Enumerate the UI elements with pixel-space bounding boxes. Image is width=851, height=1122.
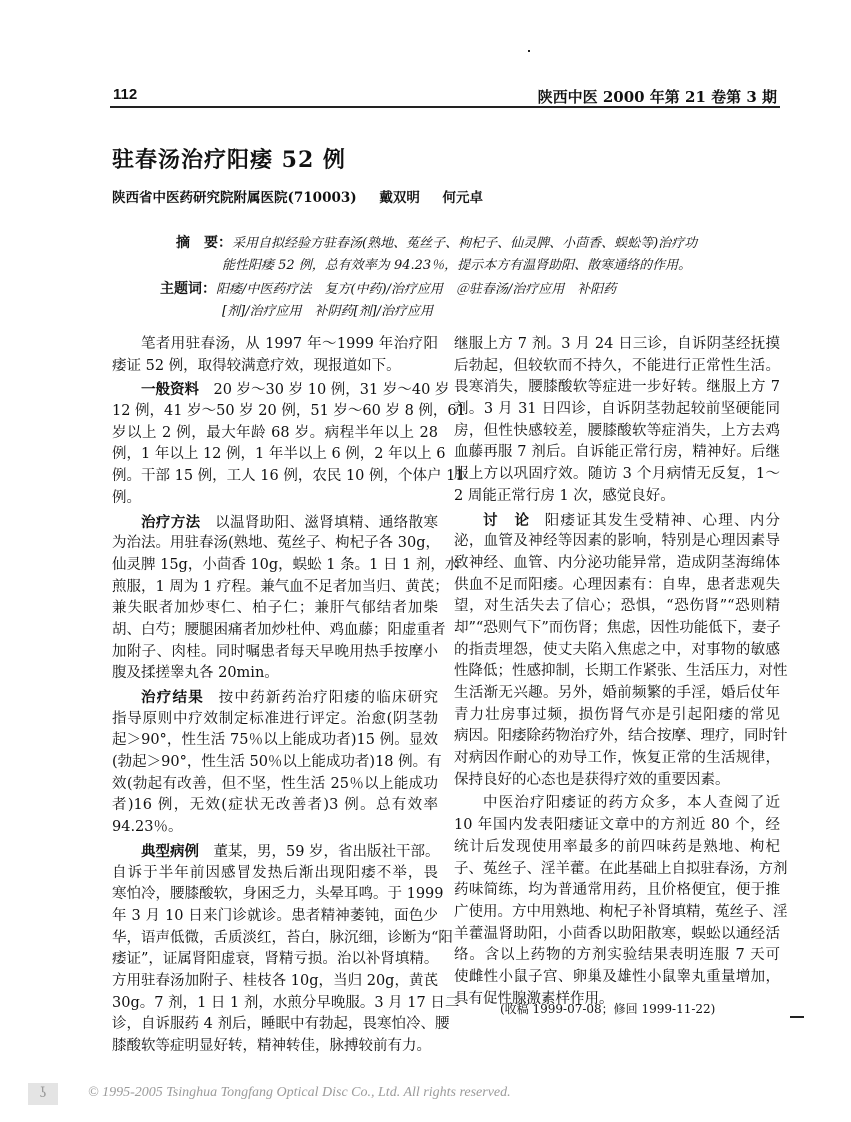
keywords-line: [160, 278, 616, 298]
line-text: 岁以上 2 例，最大年龄 68 岁。病程半年以上 28: [112, 424, 438, 441]
keywords-text: [剂]/治疗应用 补阴药[剂]/治疗应用: [222, 304, 434, 319]
line-text: 阳痿证其发生受精神、心理、内分: [544, 512, 781, 529]
abstract-text: 能性阳痿 52 例，总有效率为 94.23％，提示本方有温肾助阳、散寒通络的作用。: [222, 258, 692, 273]
line-text: 30g。7 剂，1 日 1 剂，水煎分早晚服。3 月 17 日二: [112, 994, 460, 1011]
line-text: 青力壮房事过频，损伤肾气亦是引起阳痿的常见: [454, 706, 780, 723]
publisher-logo-icon: ʖ: [28, 1083, 58, 1105]
line-text: 服上方以巩固疗效。随访 3 个月病情无反复，1～: [454, 466, 780, 483]
text-line: [454, 967, 780, 989]
text-line: [112, 642, 438, 664]
line-text: 笔者用驻春汤，从 1997 年～1999 年治疗阳: [141, 336, 438, 352]
text-line: [112, 906, 438, 928]
paragraph: [112, 687, 442, 839]
text-line: [454, 618, 780, 640]
abstract-text: 采用自拟经验方驻春汤(熟地、菟丝子、枸杞子、仙灵脾、小茴香、蜈蚣等)治疗功: [232, 236, 698, 251]
line-text: 按中药新药治疗阳痿的临床研究: [218, 690, 439, 706]
header-rule: [110, 106, 780, 108]
line-text: 保持良好的心态也是获得疗效的重要因素。: [454, 771, 730, 788]
line-text: 的指责埋怨，使丈夫陷入焦虑之中，对事物的敏感: [454, 641, 780, 658]
line-text: 统计后发现使用率最多的前四味药是熟地、枸杞: [454, 838, 780, 855]
line-text: 致神经、血管、内分泌功能异常，造成阴茎海绵体: [454, 554, 780, 571]
line-text: 络。含以上药物的方剂实验结果表明连服 7 天可: [454, 947, 780, 964]
line-text: 者)16 例，无效(症状无改善者)3 例。总有效率: [112, 797, 438, 814]
text-line: [454, 945, 780, 967]
text-line: [112, 620, 446, 642]
line-text: (勃起＞90°，性生活 50％以上能成功者)18 例。有: [112, 754, 442, 771]
text-line: [112, 774, 438, 796]
line-text: 腹及揉搓睾丸各 20min。: [112, 665, 279, 682]
text-line: [454, 661, 788, 683]
copyright-footer: © 1995-2005 Tsinghua Tongfang Optical Disc Co., Ltd. All rights reserved.: [88, 1085, 511, 1100]
section-heading: 治疗方法: [141, 513, 201, 531]
text-line: [112, 555, 460, 577]
line-text: 方用驻春汤加附子、桂枝各 10g，当归 20g，黄芪: [112, 972, 438, 989]
journal-issue: 陕西中医 2000 年第 21 卷第 3 期: [537, 88, 777, 106]
text-line: [454, 553, 780, 575]
text-line: [112, 598, 438, 620]
text-line: [112, 884, 444, 906]
text-line: [112, 356, 438, 378]
line-text: 效(勃起有改善，但不坚，性生活 25％以上能成功: [112, 775, 438, 792]
paragraph: [112, 334, 438, 377]
paragraph: [454, 334, 780, 508]
text-line: [454, 531, 780, 553]
text-line: [112, 687, 438, 709]
text-line: [112, 379, 450, 401]
text-line: [454, 815, 780, 837]
text-line: [112, 1014, 450, 1036]
text-line: [112, 817, 438, 839]
line-text: 痿证 52 例，取得较满意疗效，现报道如下。: [112, 357, 401, 374]
line-text: 痿证”，证属肾阳虚衰，肾精亏损。治以补肾填精。: [112, 951, 439, 968]
text-line: [112, 863, 438, 885]
text-line: [112, 795, 438, 817]
text-line: [454, 880, 780, 902]
text-line: [454, 377, 780, 399]
left-column: [112, 334, 466, 1060]
line-text: 例，1 年以上 12 例，1 年半以上 6 例，2 年以上 6: [112, 446, 446, 463]
text-line: [454, 575, 780, 597]
text-line: [112, 709, 438, 731]
line-text: 性降低；性感抑制，长期工作紧张、生活压力，对性: [454, 663, 788, 680]
line-text: 为治法。用驻春汤(熟地、菟丝子、枸杞子各 30g，: [112, 535, 440, 552]
paragraph: [112, 512, 460, 686]
line-text: 望，对生活失去了信心；恐惧，“恐伤肾”“恐则精: [454, 598, 780, 615]
line-text: 广使用。方中用熟地、枸杞子补肾填精，菟丝子、淫: [454, 903, 788, 920]
text-line: [112, 971, 438, 993]
text-line: [454, 683, 780, 705]
text-line: [454, 399, 780, 421]
text-line: [112, 401, 466, 423]
text-line: [112, 663, 438, 685]
text-line: [112, 512, 438, 534]
author: 戴双明: [379, 190, 420, 206]
line-text: 生活渐无兴趣。另外，婚前频繁的手淫，婚后仗年: [454, 685, 780, 701]
line-text: 剂。3 月 31 日四诊，自诉阴茎勃起较前坚硬能同: [454, 401, 780, 418]
text-line: [112, 466, 465, 488]
right-column: [454, 334, 788, 1012]
text-line: [112, 334, 438, 356]
text-line: [454, 421, 780, 443]
line-text: 泌，血管及神经等因素的影响，特别是心理因素导: [454, 533, 780, 550]
line-text: 煎服，1 周为 1 疗程。兼气血不足者加当归、黄芪；: [112, 578, 449, 595]
text-line: [454, 726, 788, 748]
author: 何元卓: [442, 190, 484, 206]
text-line: [112, 841, 438, 863]
paragraph: [454, 510, 788, 792]
line-text: 使雌性小鼠子宫、卵巢及雄性小鼠睾丸重量增加，: [454, 968, 780, 985]
line-text: 起＞90°，性生活 75％以上能成功者)15 例。显效: [112, 732, 438, 749]
line-text: 具有促性腺激素样作用。: [454, 990, 614, 1007]
text-line: [112, 949, 438, 971]
text-line: [112, 488, 438, 510]
text-line: [112, 423, 438, 445]
line-text: 后勃起，但较软而不持久，不能进行正常性生活。: [454, 357, 780, 374]
line-text: 子、菟丝子、淫羊藿。在此基础上自拟驻春汤，方剂: [454, 860, 788, 877]
section-heading: 典型病例: [141, 842, 199, 860]
keywords-text: 阳痿/中医药疗法 复方(中药)/治疗应用 ＠驻春汤/治疗应用 补阳药: [216, 282, 617, 297]
text-line: [112, 1036, 438, 1058]
line-text: 羊藿温肾助阳，小茴香以助阳散寒，蜈蚣以通经活: [454, 925, 780, 942]
text-line: [454, 442, 780, 464]
line-text: 94.23％。: [112, 819, 183, 836]
line-text: 胡、白芍；腰腿困痛者加炒杜仲、鸡血藤；阳虚重者: [112, 621, 446, 638]
line-text: 病因。阳痿除药物治疗外，结合按摩、理疗，同时针: [454, 728, 788, 745]
section-heading: 一般资料: [141, 381, 199, 399]
text-line: [454, 748, 780, 770]
keywords-label: 主题词：: [160, 281, 216, 297]
line-text: 2 周能正常行房 1 次，感觉良好。: [454, 487, 675, 504]
line-text: 血藤再服 7 剂后。自诉能正常行房，精神好。后继: [454, 444, 780, 461]
text-line: [454, 793, 780, 815]
text-line: [454, 596, 780, 618]
text-line: [454, 859, 788, 881]
scan-speck: [528, 50, 530, 52]
line-text: 年 3 月 10 日来门诊就诊。患者精神萎钝，面色少: [112, 907, 438, 924]
line-text: 房，但性快感较差，腰膝酸软等症消失，上方去鸡: [454, 422, 780, 439]
line-text: 例。干部 15 例，工人 16 例，农民 10 例，个体户 11: [112, 468, 465, 485]
line-text: 却”“恐则气下”而伤肾；焦虑，因性功能低下，妻子: [454, 619, 781, 636]
text-line: [454, 464, 780, 486]
line-text: 加附子、肉桂。同时嘱患者每天早晚用热手按摩小: [112, 643, 438, 660]
text-line: [454, 902, 788, 924]
text-line: [454, 356, 780, 378]
line-text: 供血不足而阳痿。心理因素有：自卑，患者悲观失: [454, 576, 780, 593]
text-line: [454, 640, 780, 662]
received-date: (收稿 1999-07-08；修回 1999-11-22): [500, 1002, 716, 1016]
text-line: [454, 705, 780, 727]
paragraph: [454, 793, 788, 1010]
line-text: 仙灵脾 15g，小茴香 10g，蜈蚣 1 条。1 日 1 剂，水: [112, 556, 460, 573]
article-title: 驻春汤治疗阳痿 52 例: [112, 147, 346, 173]
affiliation: 陕西省中医药研究院附属医院(710003): [112, 190, 357, 206]
page-number: 112: [113, 86, 138, 103]
text-line: [454, 924, 780, 946]
text-line: [112, 730, 438, 752]
text-line: [112, 533, 438, 555]
line-text: 药味简练，均为普通常用药，且价格便宜，便于推: [454, 882, 780, 899]
line-text: 中医治疗阳痿证的药方众多，本人查阅了近: [483, 795, 780, 812]
line-text: 10 年国内发表阳痿证文章中的方剂近 80 个，经: [454, 817, 780, 834]
paragraph: [112, 841, 460, 1058]
line-text: 华，语声低微，舌质淡红，苔白，脉沉细，诊断为“阳: [112, 929, 453, 946]
line-text: 20 岁～30 岁 10 例，31 岁～40 岁: [213, 382, 450, 399]
line-text: 兼失眠者加炒枣仁、柏子仁；兼肝气郁结者加柴: [112, 600, 438, 617]
scan-speck: [790, 1016, 804, 1018]
section-heading: 讨 论: [483, 511, 531, 529]
line-text: 继服上方 7 剂。3 月 24 日三诊，自诉阴茎经抚摸: [454, 336, 780, 352]
text-line: [454, 770, 780, 792]
line-text: 畏寒消失，腰膝酸软等症进一步好转。继服上方 7: [454, 379, 780, 396]
line-text: 对病因作耐心的劝导工作，恢复正常的生活规律，: [454, 750, 780, 767]
line-text: 12 例，41 岁～50 岁 20 例，51 岁～60 岁 8 例，61: [112, 403, 466, 420]
line-text: 例。: [112, 489, 141, 506]
abstract-line: [176, 232, 697, 252]
line-text: 指导原则中疗效制定标准进行评定。治愈(阴茎勃: [112, 710, 438, 727]
line-text: 寒怕冷，腰膝酸软，身困乏力，头晕耳鸣。于 1999: [112, 886, 444, 903]
affiliation-line: [112, 186, 501, 206]
text-line: [112, 577, 449, 599]
text-line: [454, 334, 780, 356]
abstract-label: 摘 要：: [176, 235, 232, 251]
line-text: 膝酸软等症明显好转，精神转佳，脉搏较前有力。: [112, 1038, 431, 1054]
section-heading: 治疗结果: [141, 689, 205, 706]
paragraph: [112, 379, 466, 509]
line-text: 自诉于半年前因感冒发热后渐出现阳痿不举，畏: [112, 864, 438, 881]
line-text: 以温肾助阳、滋肾填精、通络散寒: [215, 514, 439, 531]
text-line: [454, 486, 780, 508]
text-line: [112, 993, 460, 1015]
text-line: [454, 510, 780, 532]
line-text: 董某，男，59 岁，省出版社干部。: [213, 843, 440, 860]
text-line: [454, 837, 780, 859]
text-line: [112, 928, 453, 950]
text-line: [112, 752, 442, 774]
text-line: [112, 444, 446, 466]
line-text: 诊，自诉服药 4 剂后，睡眠中有勃起，畏寒怕冷、腰: [112, 1016, 450, 1033]
